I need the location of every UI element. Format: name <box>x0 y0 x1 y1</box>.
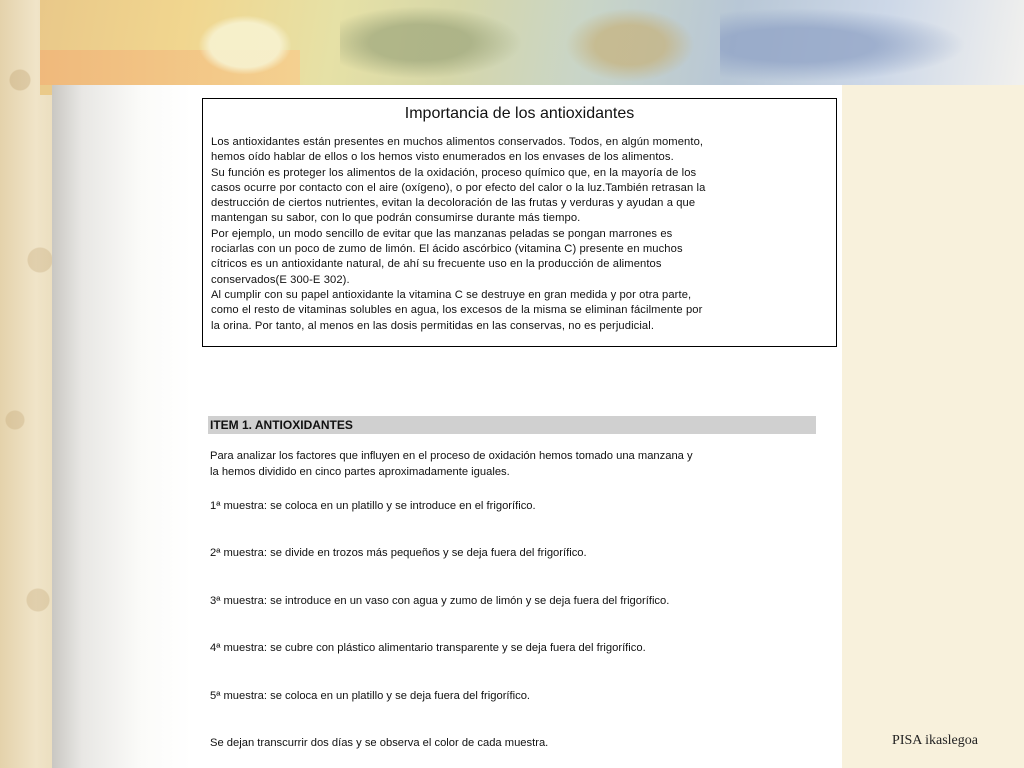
page-margin <box>842 85 1024 768</box>
antioxidants-info-box <box>202 98 837 347</box>
sample-1: 1ª muestra: se coloca en un platillo y se introduce en el frigorífico. <box>210 500 536 512</box>
item-footer: Se dejan transcurrir dos días y se observa el color de cada muestra. <box>210 737 549 749</box>
info-box-text: Los antioxidantes están presentes en muchos alimentos conservados. Todos, en algún momento, hemos oído hablar de ellos o los hemos visto enumerados en los envases de los alimentos. Su función es proteger los alimentos de la oxidación, proceso químico que, en la mayoría de los casos ocurre por contacto con el aire (oxígeno), o por efecto del calor o la luz.También retrasan la destrucción de ciertos nutrientes, evitan la decoloración de las frutas y verduras y ayudan a que mantengan su sabor, con lo que podrán consumirse durante más tiempo. Por ejemplo, un modo sencillo de evitar que las manzanas peladas se pongan marrones es rociarlas con un poco de zumo de limón. El ácido ascórbico (vitamina C) presente en muchos cítricos es un antioxidante natural, de ahí su frecuente uso en la producción de alimentos conservados(E 300-E 302). Al cumplir con su papel antioxidante la vitamina C se destruye en gran medida y por otra parte, como el resto de vitaminas solubles en agua, los excesos de la misma se eliminan fácilmente por la orina. Por tanto, al menos en las dosis permitidas en las conservas, no es perjudicial. <box>211 136 706 332</box>
sample-3: 3ª muestra: se introduce en un vaso con agua y zumo de limón y se deja fuera del frigorífico. <box>210 595 670 607</box>
item-intro: Para analizar los factores que influyen en el proceso de oxidación hemos tomado una manzana y la hemos dividido en cinco partes aproximadamente iguales. <box>210 450 693 478</box>
parchment-background <box>0 0 60 768</box>
info-box-title: Importancia de los antioxidantes <box>404 105 635 122</box>
sample-4: 4ª muestra: se cubre con plástico alimentario transparente y se deja fuera del frigorífico. <box>210 642 646 654</box>
sample-2: 2ª muestra: se divide en trozos más pequeños y se deja fuera del frigorífico. <box>210 547 587 559</box>
decorative-banner <box>40 0 1024 95</box>
leaf-decoration <box>560 5 700 85</box>
leaf-decoration <box>340 0 540 85</box>
brand-label: PISA ikaslegoa <box>892 733 978 748</box>
leaf-decoration <box>720 5 980 85</box>
item-header: ITEM 1. ANTIOXIDANTES <box>208 416 816 434</box>
sample-5: 5ª muestra: se coloca en un platillo y se deja fuera del frigorífico. <box>210 690 531 702</box>
leaf-decoration <box>190 10 300 80</box>
